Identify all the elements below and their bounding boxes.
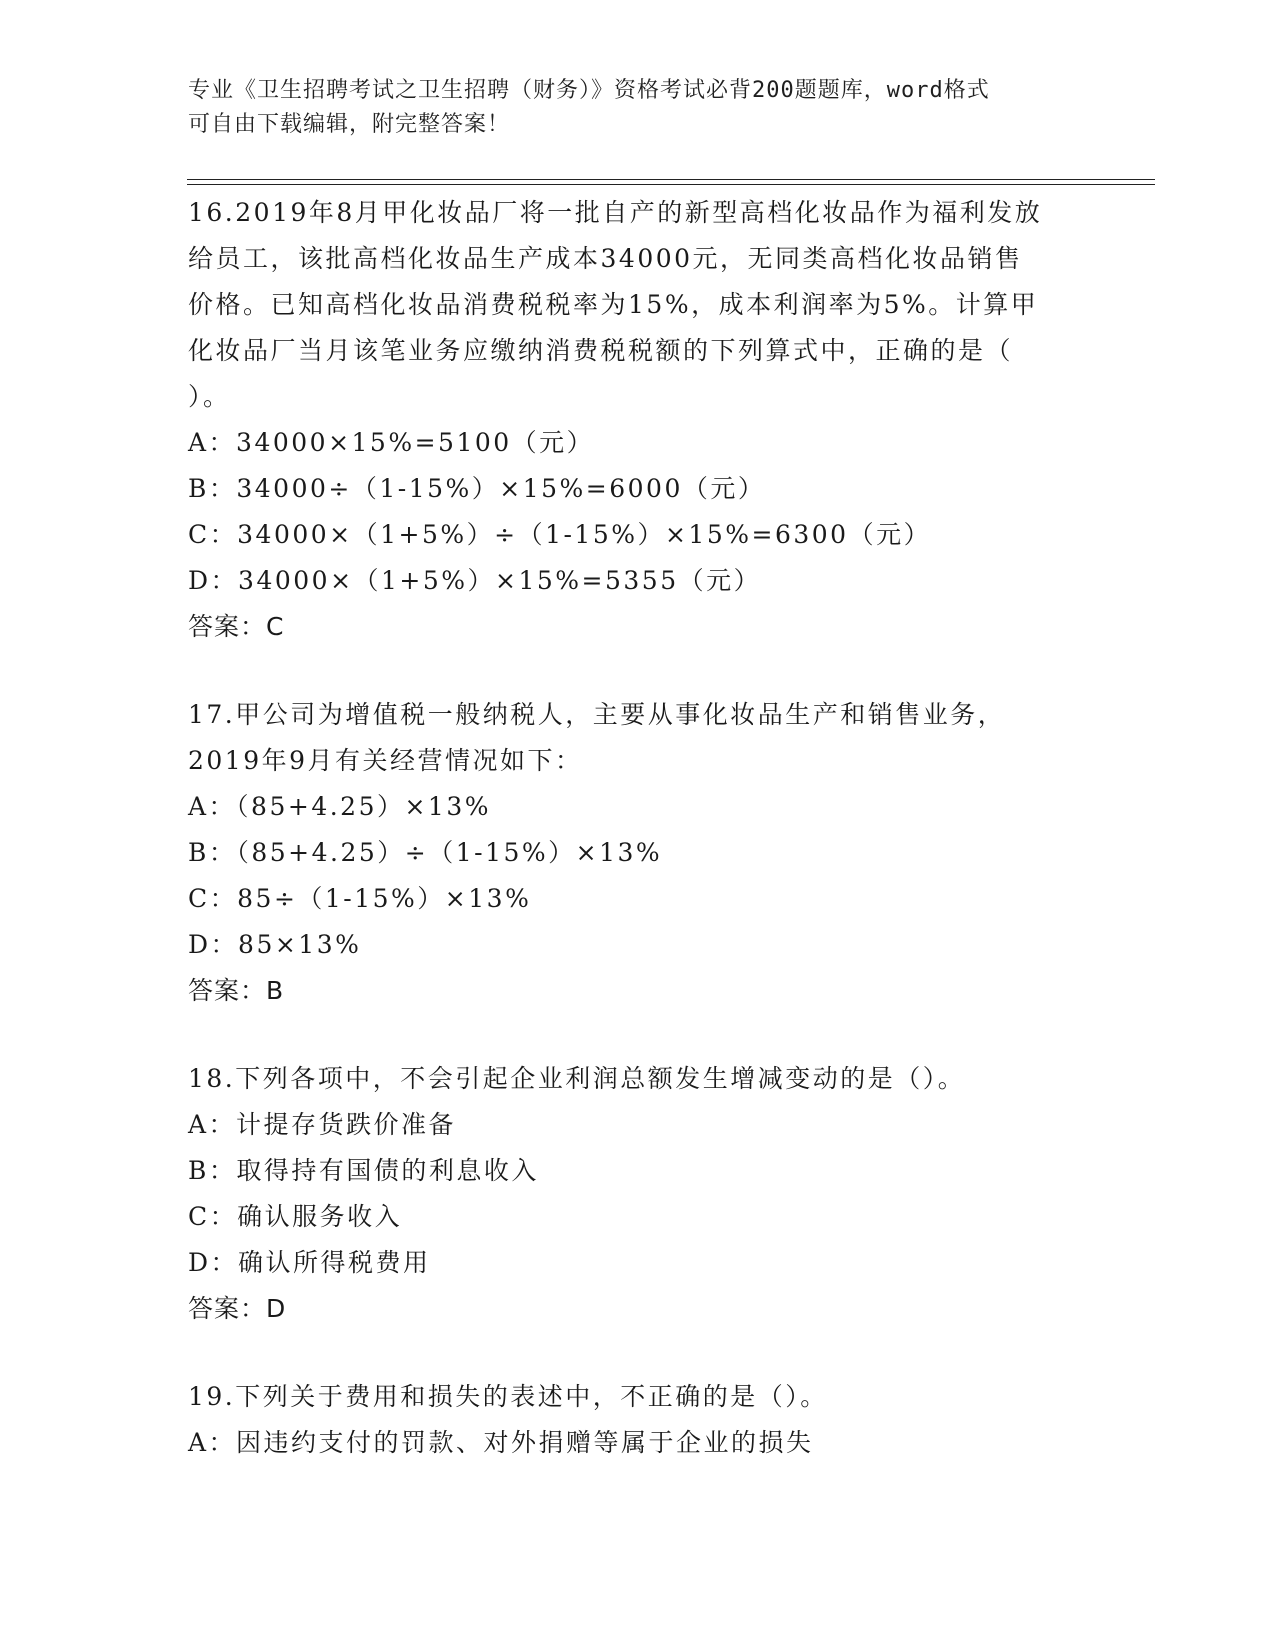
option-b: B：取得持有国债的利息收入 (188, 1156, 539, 1185)
option-d: D：确认所得税费用 (188, 1248, 431, 1277)
option-a: A：计提存货跌价准备 (188, 1110, 457, 1139)
question-text-line: 19.下列关于费用和损失的表述中，不正确的是（）。 (188, 1382, 828, 1411)
header-line-1: 专业《卫生招聘考试之卫生招聘（财务）》资格考试必背200题题库，word格式 (188, 78, 990, 103)
answer-label: 答案：D (188, 1294, 287, 1323)
question-text-line: 17.甲公司为增值税一般纳税人，主要从事化妆品生产和销售业务， (188, 700, 1006, 729)
question-spacer (188, 1014, 1088, 1056)
answer-label: 答案：B (188, 976, 285, 1005)
question-spacer (188, 1332, 1088, 1374)
option-d: D：85×13% (188, 930, 362, 959)
option-c: C：34000×（1+5%）÷（1-15%）×15%=6300（元） (188, 520, 932, 549)
question-text-line: 2019年9月有关经营情况如下： (188, 746, 583, 775)
question-spacer (188, 650, 1088, 692)
option-a: A：34000×15%=5100（元） (188, 428, 595, 457)
header-divider-top (187, 179, 1155, 180)
option-a: A：（85+4.25）×13% (188, 792, 491, 821)
question-list (188, 190, 1088, 1466)
question-text-line: 价格。已知高档化妆品消费税税率为15%，成本利润率为5%。计算甲 (188, 290, 1039, 319)
question-17 (188, 692, 1088, 1014)
option-a: A：因违约支付的罚款、对外捐赠等属于企业的损失 (188, 1428, 814, 1457)
header-divider-bottom (187, 184, 1155, 185)
option-b: B：（85+4.25）÷（1-15%）×13% (188, 838, 663, 867)
question-text-line: 给员工，该批高档化妆品生产成本34000元，无同类高档化妆品销售 (188, 244, 1023, 273)
question-16 (188, 190, 1088, 650)
question-18 (188, 1056, 1088, 1332)
question-text-line: ）。 (188, 382, 231, 411)
question-19 (188, 1374, 1088, 1466)
option-d: D：34000×（1+5%）×15%=5355（元） (188, 566, 762, 595)
document-header (188, 74, 1088, 142)
question-text-line: 16.2019年8月甲化妆品厂将一批自产的新型高档化妆品作为福利发放 (188, 198, 1043, 227)
option-b: B：34000÷（1-15%）×15%=6000（元） (188, 474, 766, 503)
option-c: C：确认服务收入 (188, 1202, 403, 1231)
answer-label: 答案：C (188, 612, 285, 641)
question-text-line: 18.下列各项中，不会引起企业利润总额发生增减变动的是（）。 (188, 1064, 966, 1093)
question-text-line: 化妆品厂当月该笔业务应缴纳消费税税额的下列算式中，正确的是（ (188, 336, 1014, 365)
header-line-2: 可自由下载编辑，附完整答案！ (188, 112, 511, 137)
option-c: C：85÷（1-15%）×13% (188, 884, 532, 913)
